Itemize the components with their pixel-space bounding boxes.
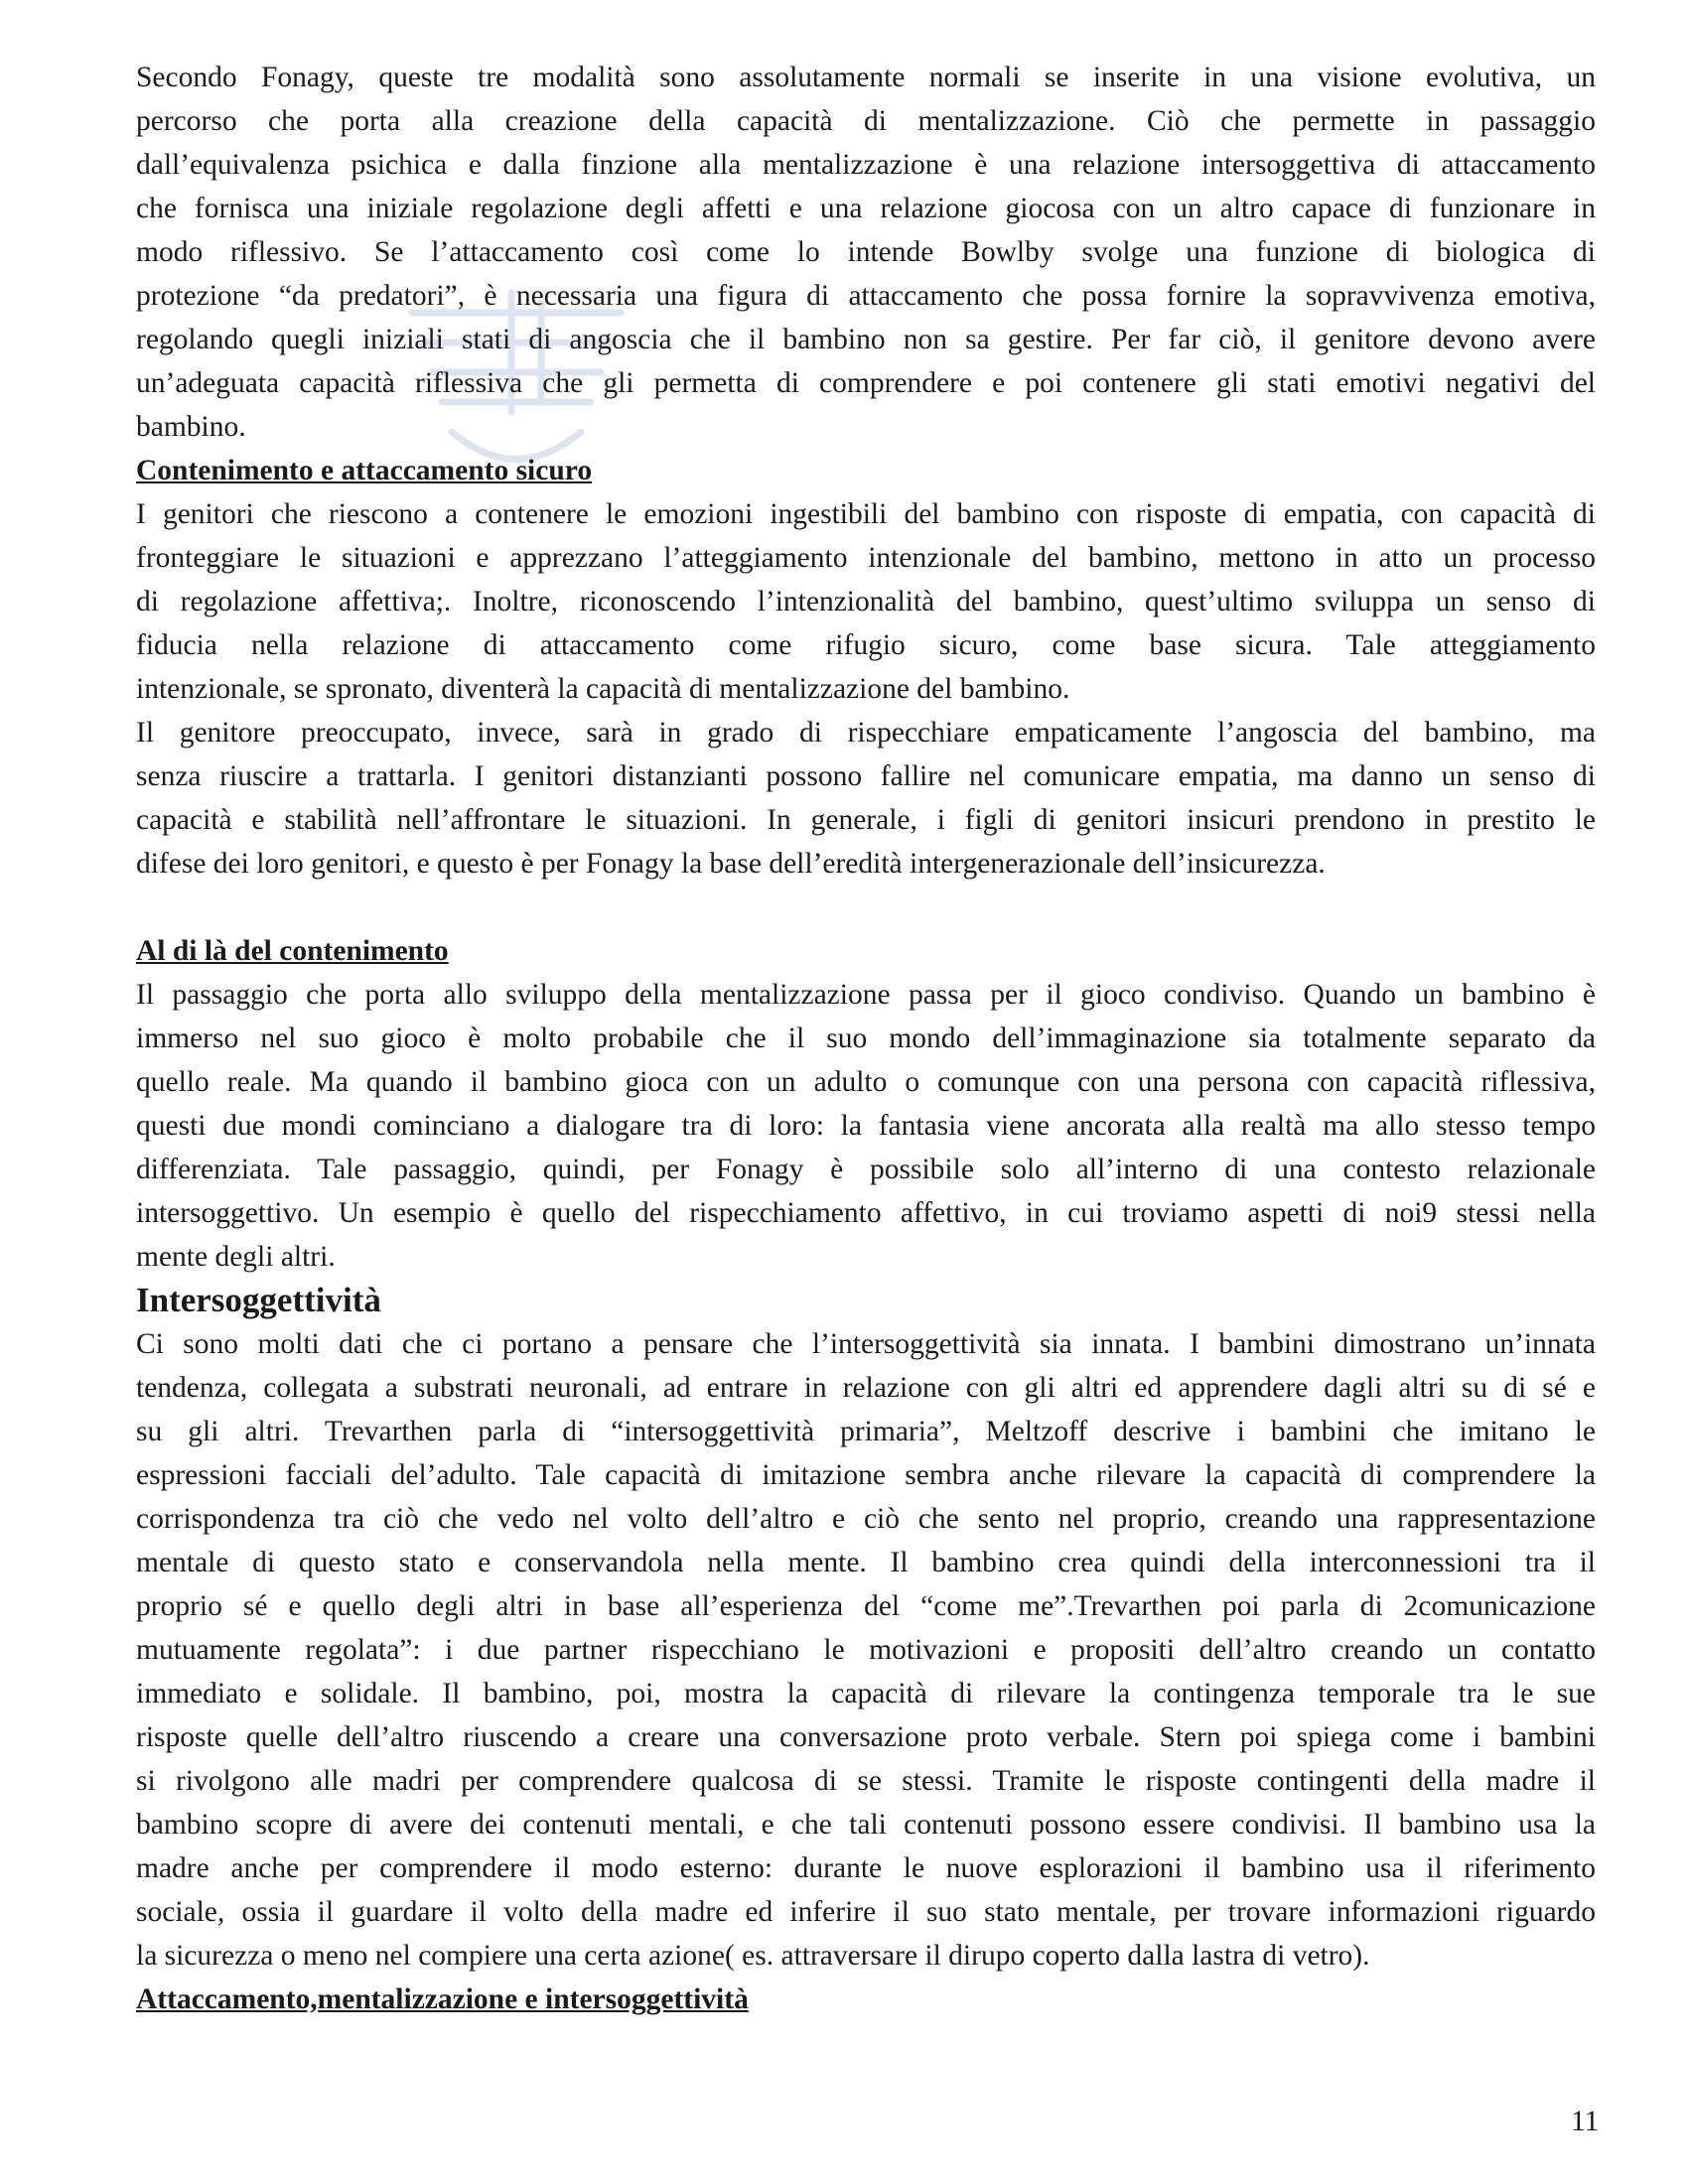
text-line: corrispondenza tra ciò che vedo nel volto dell’altro e ciò che sento nel proprio, creando una rappresentazione (136, 1503, 1596, 1535)
text-line: sociale, ossia il guardare il volto della madre ed inferire il suo stato mentale, per trovare informazioni riguardo (136, 1896, 1596, 1928)
text-line: senza riuscire a trattarla. I genitori distanzianti possono fallire nel comunicare empatia, ma danno un senso di (136, 760, 1596, 792)
text-line: mutuamente regolata”: i due partner rispecchiano le motivazioni e propositi dell’altro creando un contatto (136, 1634, 1596, 1666)
section-title: Intersoggettività (136, 1281, 381, 1319)
text-line: immerso nel suo gioco è molto probabile che il suo mondo dell’immaginazione sia totalmente separato da (136, 1023, 1596, 1054)
text-line: un’adeguata capacità riflessiva che gli permetta di comprendere e poi contenere gli stati emotivi negativi del (136, 367, 1596, 399)
paragraph-containment (136, 492, 1596, 711)
section-heading: Al di là del contenimento (136, 935, 449, 967)
text-line: madre anche per comprendere il modo esterno: durante le nuove esplorazioni il bambino usa il riferimento (136, 1852, 1596, 1884)
text-line: quello reale. Ma quando il bambino gioca con un adulto o comunque con una persona con capacità riflessiva, (136, 1066, 1596, 1098)
blank-line (136, 886, 1596, 929)
text-line: la sicurezza o meno nel compiere una certa azione( es. attraversare il dirupo coperto dalla lastra di vetro). (136, 1940, 1370, 1972)
text-line: bambino scopre di avere dei contenuti mentali, e che tali contenuti possono essere condivisi. Il bambino usa la (136, 1809, 1596, 1841)
text-line: modo riflessivo. Se l’attaccamento così come lo intende Bowlby svolge una funzione di biologica di (136, 236, 1596, 268)
text-line: mentale di questo stato e conservandola nella mente. Il bambino crea quindi della interconnessioni tra il (136, 1547, 1596, 1578)
text-line: Secondo Fonagy, queste tre modalità sono assolutamente normali se inserite in una visione evolutiva, un (136, 62, 1596, 93)
text-line: difese dei loro genitori, e questo è per Fonagy la base dell’eredità intergenerazionale dell’insicurezza. (136, 848, 1326, 880)
text-line: Il passaggio che porta allo sviluppo della mentalizzazione passa per il gioco condiviso. Quando un bambino è (136, 979, 1596, 1011)
text-line: intersoggettivo. Un esempio è quello del rispecchiamento affettivo, in cui troviamo aspetti di noi9 stessi nella (136, 1197, 1596, 1229)
paragraph-insecure-parents (136, 711, 1596, 886)
paragraph-shared-play (136, 973, 1596, 1279)
text-line: intenzionale, se spronato, diventerà la capacità di mentalizzazione del bambino. (136, 673, 1070, 705)
text-line: bambino. (136, 411, 246, 443)
text-line: risposte quelle dell’altro riuscendo a creare una conversazione proto verbale. Stern poi spiega come i bambini (136, 1721, 1596, 1753)
text-line: espressioni facciali del’adulto. Tale capacità di imitazione sembra anche rilevare la capacità di comprendere la (136, 1459, 1596, 1491)
paragraph-intersubjectivity (136, 1322, 1596, 1978)
text-line: su gli altri. Trevarthen parla di “intersoggettività primaria”, Meltzoff descrive i bambini che imitano le (136, 1416, 1596, 1447)
text-line: Il genitore preoccupato, invece, sarà in grado di rispecchiare empaticamente l’angoscia del bambino, ma (136, 717, 1596, 749)
text-line: mente degli altri. (136, 1241, 336, 1273)
text-line: regolando quegli iniziali stati di angoscia che il bambino non sa gestire. Per far ciò, il genitore devono avere (136, 324, 1596, 355)
text-line: capacità e stabilità nell’affrontare le situazioni. In generale, i figli di genitori insicuri prendono in prestito le (136, 804, 1596, 836)
text-line: proprio sé e quello degli altri in base all’esperienza del “come me”.Trevarthen poi parla di 2comunicazione (136, 1590, 1596, 1622)
text-line: dall’equivalenza psichica e dalla finzione alla mentalizzazione è una relazione intersoggettiva di attaccamento (136, 149, 1596, 181)
section-heading: Contenimento e attaccamento sicuro (136, 455, 593, 486)
text-line: protezione “da predatori”, è necessaria una figura di attaccamento che possa fornire la sopravvivenza emotiva, (136, 280, 1596, 312)
text-line: di regolazione affettiva;. Inoltre, riconoscendo l’intenzionalità del bambino, quest’ultimo sviluppa un senso di (136, 586, 1596, 617)
text-line: fronteggiare le situazioni e apprezzano l’atteggiamento intenzionale del bambino, mettono in atto un processo (136, 542, 1596, 574)
text-line: differenziata. Tale passaggio, quindi, per Fonagy è possibile solo all’interno di una contesto relazionale (136, 1154, 1596, 1185)
text-line: fiducia nella relazione di attaccamento come rifugio sicuro, come base sicura. Tale atteggiamento (136, 629, 1596, 661)
page-number: 11 (1571, 2106, 1600, 2137)
text-line: si rivolgono alle madri per comprendere qualcosa di se stessi. Tramite le risposte contingenti della madre il (136, 1765, 1596, 1797)
text-line: che fornisca una iniziale regolazione degli affetti e una relazione giocosa con un altro capace di funzionare in (136, 193, 1596, 224)
text-line: tendenza, collegata a substrati neuronali, ad entrare in relazione con gli altri ed apprendere dagli altri su di sé e (136, 1372, 1596, 1404)
text-line: I genitori che riescono a contenere le emozioni ingestibili del bambino con risposte di empatia, con capacità di (136, 498, 1596, 530)
paragraph-mentalization-intro (136, 56, 1596, 449)
section-heading: Attaccamento,mentalizzazione e intersoggettività (136, 1983, 749, 2015)
document-page (136, 56, 1596, 2021)
text-line: Ci sono molti dati che ci portano a pensare che l’intersoggettività sia innata. I bambini dimostrano un’innata (136, 1328, 1596, 1360)
text-line: percorso che porta alla creazione della capacità di mentalizzazione. Ciò che permette in passaggio (136, 105, 1596, 137)
text-line: questi due mondi cominciano a dialogare tra di loro: la fantasia viene ancorata alla realtà ma allo stesso tempo (136, 1110, 1596, 1142)
text-line: immediato e solidale. Il bambino, poi, mostra la capacità di rilevare la contingenza temporale tra le sue (136, 1678, 1596, 1709)
